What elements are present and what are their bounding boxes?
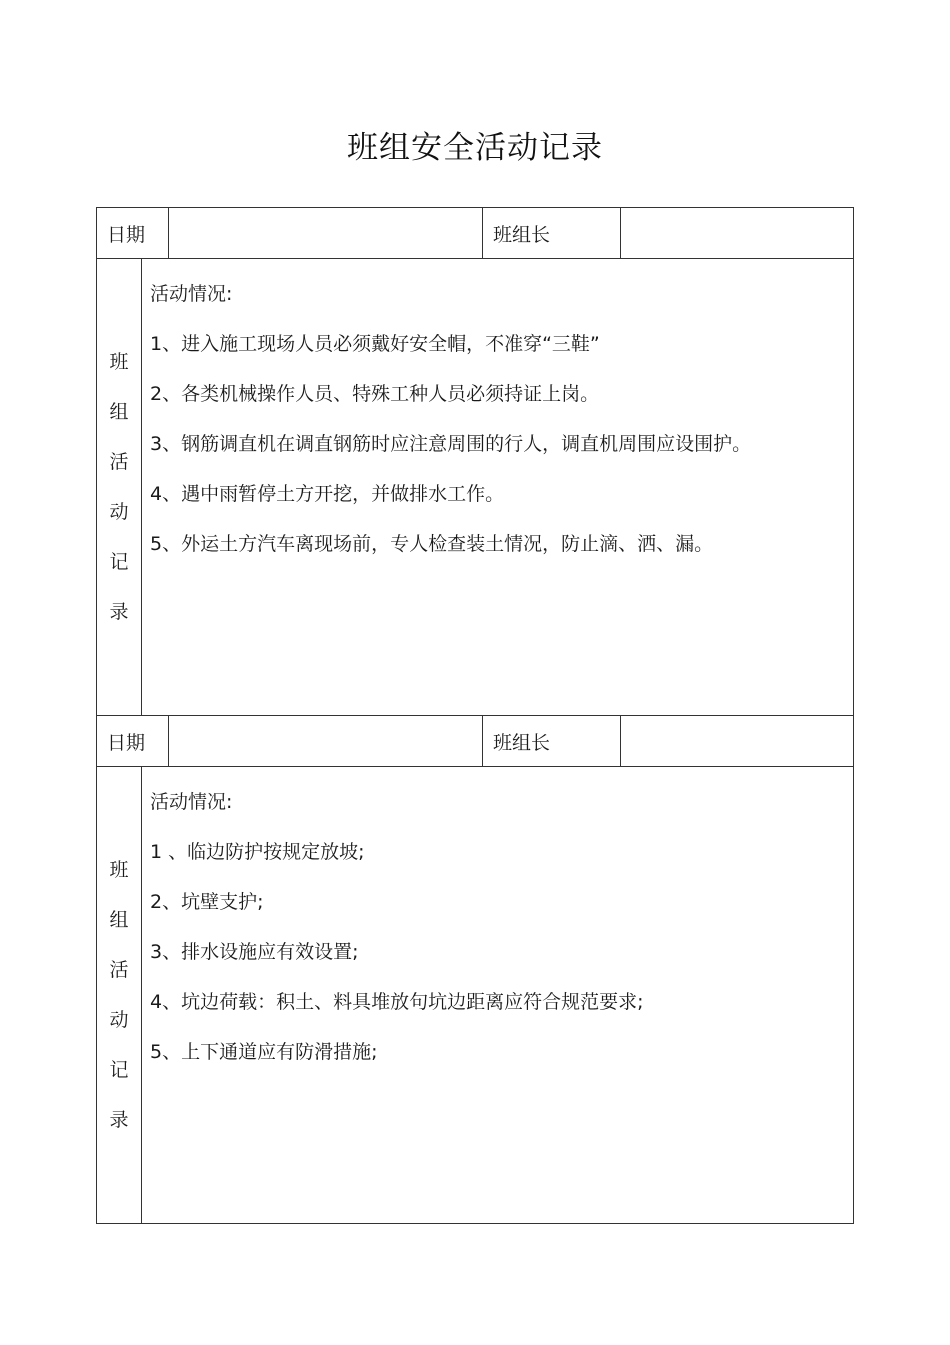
activity-item: 1 、临边防护按规定放坡; [150,841,365,863]
record-body-row [97,767,854,1224]
team-leader-value-field[interactable] [621,716,854,767]
activity-item: 4、坑边荷载：积土、料具堆放句坑边距离应符合规范要求; [150,991,644,1013]
activity-content [142,259,854,716]
side-label-char: 记 [109,551,129,573]
side-label-char: 记 [109,1059,129,1081]
record-header-row [97,208,854,259]
side-label-char: 组 [109,401,129,423]
side-label-char: 活 [109,451,129,473]
activity-item: 3、钢筋调直机在调直钢筋时应注意周围的行人，调直机周围应设围护。 [150,433,752,455]
date-label: 日期 [97,208,169,259]
team-leader-value-field[interactable] [621,208,854,259]
side-label-char: 录 [109,601,129,623]
side-label-char: 动 [109,1009,129,1031]
activity-item: 2、各类机械操作人员、特殊工种人员必须持证上岗。 [150,383,600,405]
activity-heading: 活动情况: [150,791,233,813]
side-label-char: 班 [109,351,129,373]
document-title: 班组安全活动记录 [347,130,603,166]
activity-heading: 活动情况: [150,283,233,305]
record-header-row [97,716,854,767]
activity-item: 4、遇中雨暂停土方开挖，并做排水工作。 [150,483,505,505]
team-leader-label: 班组长 [483,716,621,767]
activity-item: 5、外运土方汽车离现场前，专人检查装土情况，防止滴、洒、漏。 [150,533,714,555]
activity-item: 3、排水设施应有效设置; [150,941,359,963]
activity-item: 5、上下通道应有防滑措施; [150,1041,378,1063]
date-value-field[interactable] [169,208,483,259]
date-value-field[interactable] [169,716,483,767]
activity-content [142,767,854,1224]
side-label-char: 组 [109,909,129,931]
date-label: 日期 [97,716,169,767]
activity-record-table [96,207,854,1224]
side-label-team-activity-record [97,259,142,716]
side-label-team-activity-record [97,767,142,1224]
activity-item: 2、坑壁支护; [150,891,264,913]
activity-item: 1、进入施工现场人员必须戴好安全帽，不准穿“三鞋” [150,333,600,355]
side-label-char: 动 [109,501,129,523]
side-label-char: 活 [109,959,129,981]
side-label-char: 班 [109,859,129,881]
side-label-char: 录 [109,1109,129,1131]
team-leader-label: 班组长 [483,208,621,259]
record-body-row [97,259,854,716]
